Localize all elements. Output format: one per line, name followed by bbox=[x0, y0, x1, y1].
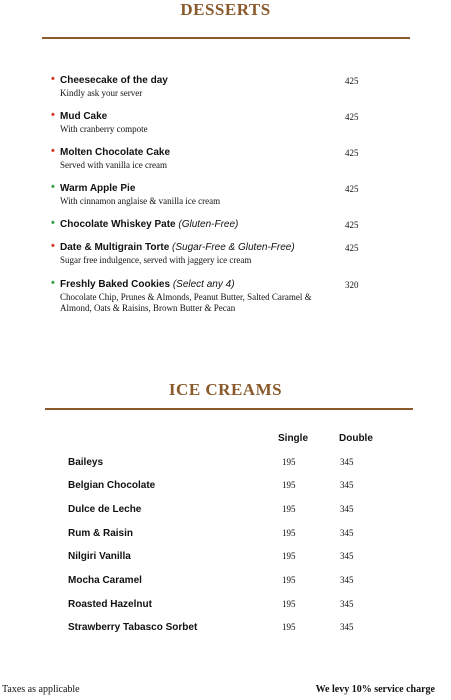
dessert-price: 425 bbox=[345, 220, 359, 230]
double-price: 345 bbox=[340, 480, 354, 490]
table-row bbox=[0, 622, 451, 636]
table-row bbox=[0, 599, 451, 613]
dessert-item-date-torte bbox=[51, 242, 381, 266]
table-row bbox=[0, 457, 451, 471]
service-charge-note: We levy 10% service charge bbox=[315, 684, 435, 695]
double-price: 345 bbox=[340, 504, 354, 514]
single-price: 195 bbox=[282, 599, 296, 609]
dessert-name: Cheesecake of the day bbox=[60, 75, 168, 86]
ice-cream-name: Strawberry Tabasco Sorbet bbox=[68, 622, 198, 633]
double-column-header: Double bbox=[339, 433, 373, 444]
dessert-item-molten-chocolate bbox=[51, 147, 381, 171]
ice-cream-name: Baileys bbox=[68, 457, 104, 468]
dessert-note: (Gluten-Free) bbox=[178, 219, 239, 230]
dessert-price: 425 bbox=[345, 112, 359, 122]
dessert-item-whiskey-pate bbox=[51, 219, 381, 231]
single-price: 195 bbox=[282, 504, 296, 514]
double-price: 345 bbox=[340, 599, 354, 609]
double-price: 345 bbox=[340, 622, 354, 632]
ice-cream-name: Belgian Chocolate bbox=[68, 480, 156, 491]
dessert-note: (Sugar-Free & Gluten-Free) bbox=[172, 242, 295, 253]
bullet-icon: • bbox=[51, 145, 55, 157]
double-price: 345 bbox=[340, 457, 354, 467]
dessert-name: Chocolate Whiskey Pate bbox=[60, 219, 176, 230]
dessert-item-mud-cake bbox=[51, 111, 381, 135]
table-row bbox=[0, 504, 451, 518]
dessert-price: 320 bbox=[345, 280, 359, 290]
single-column-header: Single bbox=[278, 433, 309, 444]
dessert-name: Mud Cake bbox=[60, 111, 108, 122]
ice-creams-divider bbox=[45, 408, 413, 410]
dessert-price: 425 bbox=[345, 243, 359, 253]
dessert-description: Served with vanilla ice cream bbox=[60, 160, 167, 170]
single-price: 195 bbox=[282, 480, 296, 490]
single-price: 195 bbox=[282, 457, 296, 467]
dessert-price: 425 bbox=[345, 76, 359, 86]
single-price: 195 bbox=[282, 551, 296, 561]
bullet-icon: • bbox=[51, 277, 55, 289]
ice-cream-name: Rum & Raisin bbox=[68, 528, 134, 539]
table-row bbox=[0, 575, 451, 589]
dessert-name: Freshly Baked Cookies bbox=[60, 279, 171, 290]
double-price: 345 bbox=[340, 575, 354, 585]
dessert-name: Warm Apple Pie bbox=[60, 183, 136, 194]
table-row bbox=[0, 528, 451, 542]
ice-cream-name: Nilgiri Vanilla bbox=[68, 551, 131, 562]
table-row bbox=[0, 551, 451, 565]
bullet-icon: • bbox=[51, 240, 55, 252]
ice-cream-name: Mocha Caramel bbox=[68, 575, 142, 586]
dessert-item-cookies bbox=[51, 279, 321, 314]
bullet-icon: • bbox=[51, 181, 55, 193]
ice-cream-name: Roasted Hazelnut bbox=[68, 599, 152, 610]
single-price: 195 bbox=[282, 575, 296, 585]
dessert-description: Kindly ask your server bbox=[60, 88, 143, 98]
bullet-icon: • bbox=[51, 217, 55, 229]
dessert-item-apple-pie bbox=[51, 183, 381, 207]
bullet-icon: • bbox=[51, 109, 55, 121]
ice-creams-heading: ICE CREAMS bbox=[168, 380, 283, 399]
dessert-name: Date & Multigrain Torte bbox=[60, 242, 170, 253]
single-price: 195 bbox=[282, 622, 296, 632]
desserts-divider bbox=[42, 37, 410, 39]
dessert-description: With cranberry compote bbox=[60, 124, 148, 134]
desserts-heading: DESSERTS bbox=[180, 0, 271, 19]
dessert-name: Molten Chocolate Cake bbox=[60, 147, 171, 158]
dessert-note: (Select any 4) bbox=[172, 279, 235, 290]
bullet-icon: • bbox=[51, 73, 55, 85]
dessert-description: Sugar free indulgence, served with jaggery ice cream bbox=[60, 255, 252, 265]
single-price: 195 bbox=[282, 528, 296, 538]
ice-cream-name: Dulce de Leche bbox=[68, 504, 142, 515]
dessert-price: 425 bbox=[345, 148, 359, 158]
dessert-item-cheesecake bbox=[51, 75, 381, 99]
double-price: 345 bbox=[340, 528, 354, 538]
dessert-price: 425 bbox=[345, 184, 359, 194]
table-row bbox=[0, 480, 451, 494]
dessert-description: Chocolate Chip, Prunes & Almonds, Peanut Butter, Salted Caramel & Almond, Oats & Raisins, Brown Butter & Pecan bbox=[60, 292, 312, 313]
taxes-note: Taxes as applicable bbox=[2, 684, 80, 695]
dessert-description: With cinnamon anglaise & vanilla ice cream bbox=[60, 196, 221, 206]
double-price: 345 bbox=[340, 551, 354, 561]
